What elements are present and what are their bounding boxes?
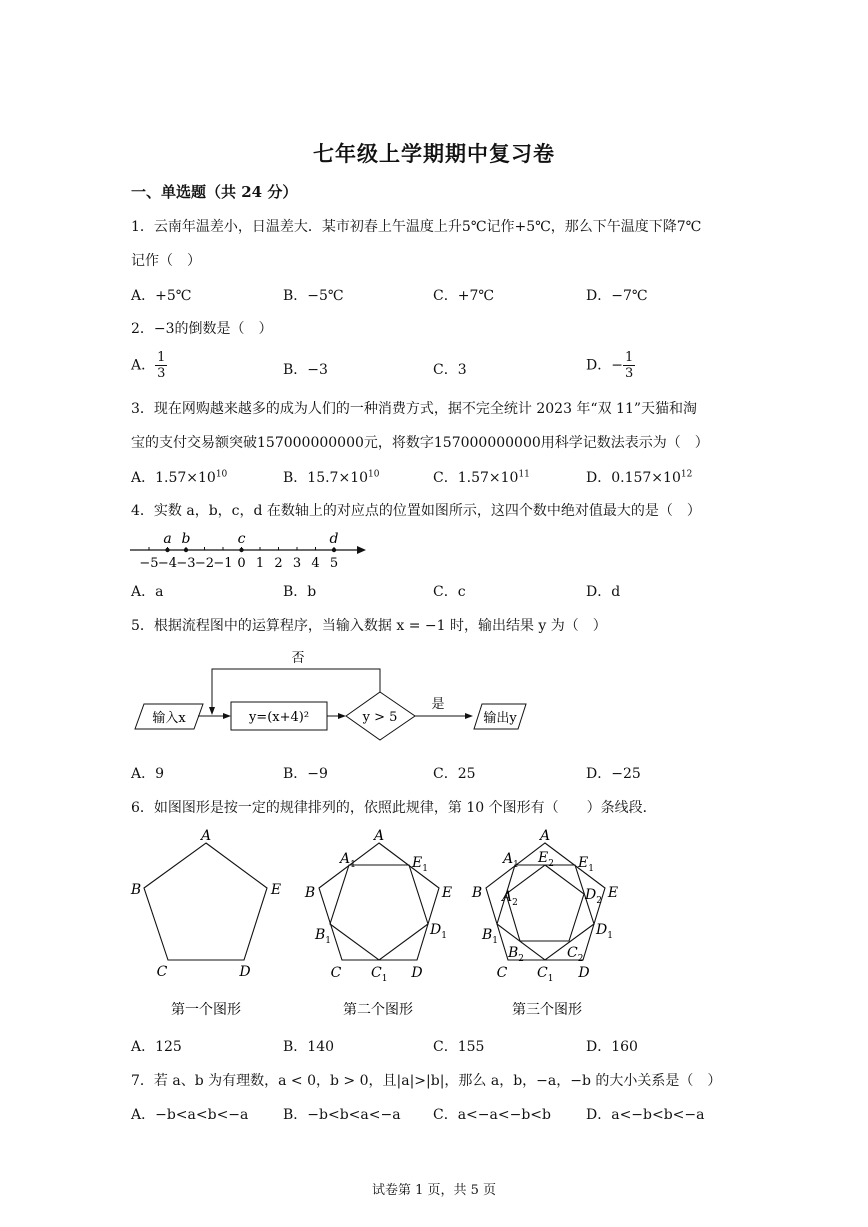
fraction-numerator: 1: [157, 350, 166, 365]
question-2-option-c: C．3: [433, 362, 467, 378]
vertex-label-e2: $E_2$: [538, 850, 554, 869]
question-5-option-c: C．25: [433, 766, 476, 782]
flow-output-label: 输出y: [483, 711, 517, 726]
option-mantissa: C．1.57×10: [433, 470, 519, 486]
flow-yes-label: 是: [431, 697, 445, 712]
pentagon-1-outer: [144, 843, 267, 960]
question-4-text: 4．实数 a，b，c，d 在数轴上的对应点的位置如图所示，这四个数中绝对值最大的是（ ）: [131, 503, 701, 519]
option-exponent: 12: [680, 469, 693, 480]
vertex-label-c1: $C_1$: [371, 965, 388, 984]
number-line-point-label-c: c: [237, 531, 246, 547]
vertex-label-b2: $B_2$: [508, 945, 525, 964]
option-mantissa: A．1.57×10: [131, 470, 216, 486]
question-3-line-1: 3．现在网购越来越多的成为人们的一种消费方式，据不完全统计 2023 年“双 11”天猫和淘: [131, 401, 698, 417]
number-line-point-label-a: a: [163, 531, 172, 547]
question-1-option-c: C．+7℃: [433, 288, 495, 304]
question-1-option-a: A．+5℃: [131, 288, 192, 304]
vertex-label-e1: $E_1$: [412, 855, 428, 874]
vertex-label-b1: $B_1$: [315, 927, 332, 946]
flow-no-label: 否: [291, 651, 305, 666]
question-2-option-d: [586, 350, 635, 381]
question-3-option-c: [433, 467, 530, 487]
question-6-option-a: A．125: [131, 1039, 182, 1055]
question-6-text: 6．如图图形是按一定的规律排列的，依照此规律，第 10 个图形有（ ）条线段．: [131, 800, 657, 816]
question-2-text: 2．−3的倒数是（ ）: [131, 321, 273, 337]
vertex-label-b: B: [130, 882, 142, 898]
number-line-tick-label: −2: [194, 556, 215, 571]
vertex-label-d: D: [578, 965, 590, 981]
number-line-tick-label: 4: [311, 556, 320, 571]
number-line-tick-label: −1: [213, 556, 233, 571]
vertex-label-b: B: [304, 885, 316, 901]
question-7-option-d: D．a<−b<b<−a: [586, 1107, 705, 1123]
number-line-figure: [126, 524, 371, 572]
vertex-label-c: C: [156, 964, 168, 980]
number-line-point-label-d: d: [329, 531, 339, 547]
number-line-point-b: [184, 548, 188, 552]
question-1-option-b: B．−5℃: [283, 288, 344, 304]
question-1-line-2: 记作（ ）: [131, 253, 201, 269]
vertex-label-b: B: [471, 885, 483, 901]
vertex-label-e: E: [607, 885, 619, 901]
vertex-label-d1: $D_1$: [596, 922, 613, 941]
vertex-label-c: C: [496, 965, 508, 981]
vertex-label-e: E: [270, 882, 282, 898]
figure-caption-2: 第二个图形: [343, 1002, 413, 1018]
question-3-option-d: [586, 467, 692, 487]
vertex-label-c2: $C_2$: [567, 945, 584, 964]
question-6-option-d: D．160: [586, 1039, 638, 1055]
flowchart-figure: [126, 645, 546, 745]
number-line-point-a: [165, 548, 169, 552]
flow-decision-label: y > 5: [362, 710, 398, 725]
question-7-option-c: C．a<−a<−b<b: [433, 1107, 551, 1123]
question-6-option-c: C．155: [433, 1039, 485, 1055]
question-1-option-d: D．−7℃: [586, 288, 648, 304]
vertex-label-d: D: [411, 965, 423, 981]
vertex-label-e: E: [441, 885, 453, 901]
number-line-tick-label: 2: [274, 556, 283, 571]
number-line-tick-label: −5: [139, 556, 159, 571]
section-heading: 一、单选题（共 24 分）: [131, 183, 298, 201]
question-5-text: 5．根据流程图中的运算程序，当输入数据 x = −1 时，输出结果 y 为（ ）: [131, 618, 607, 634]
question-7-option-a: A．−b<a<b<−a: [131, 1107, 249, 1123]
vertex-label-b1: $B_1$: [482, 927, 499, 946]
option-exponent: 10: [368, 469, 380, 480]
figure-caption-1: 第一个图形: [171, 1002, 241, 1018]
number-line-tick-label: 0: [237, 556, 246, 571]
number-line-point-d: [332, 548, 336, 552]
fraction-one-third-negative: [623, 350, 635, 381]
pentagon-figures: [126, 826, 646, 1026]
question-2-option-a: [131, 350, 167, 381]
figure-caption-3: 第三个图形: [512, 1002, 582, 1018]
number-line-point-c: [239, 548, 243, 552]
question-4-option-a: A．a: [131, 584, 164, 600]
vertex-label-a: A: [539, 828, 551, 844]
flow-input-label: 输入x: [152, 711, 186, 726]
vertex-label-a: A: [200, 828, 212, 844]
question-5-option-b: B．−9: [283, 766, 328, 782]
vertex-label-c: C: [330, 965, 342, 981]
question-7-option-b: B．−b<b<a<−a: [283, 1107, 401, 1123]
question-3-option-b: [283, 467, 379, 487]
question-5-option-a: A．9: [131, 766, 165, 782]
question-3-line-2: 宝的支付交易额突破157000000000元，将数字157000000000用科学记数法表示为（ ）: [131, 435, 709, 451]
option-d-label: D．−: [586, 357, 623, 374]
option-exponent: 11: [518, 469, 530, 480]
flow-process-label: y=(x+4)²: [248, 710, 310, 725]
arrow-head-icon: [357, 546, 366, 554]
question-3-option-a: [131, 467, 227, 487]
page-title: 七年级上学期期中复习卷: [313, 141, 555, 166]
number-line-tick-label: 3: [292, 556, 302, 571]
number-line-tick-label: 5: [329, 556, 339, 571]
option-a-label: A．: [131, 357, 156, 374]
question-4-option-b: B．b: [283, 584, 317, 600]
question-1-line-1: 1．云南年温差小，日温差大．某市初春上午温度上升5℃记作+5℃，那么下午温度下降7℃: [131, 219, 702, 235]
arrow-head-icon: [223, 713, 231, 719]
vertex-label-a1: $A_1$: [503, 851, 519, 870]
question-2-option-b: B．−3: [283, 362, 328, 378]
question-4-option-c: C．c: [433, 584, 466, 600]
number-line-point-label-b: b: [181, 531, 191, 547]
question-6-option-b: B．140: [283, 1039, 335, 1055]
fraction-denominator: 3: [157, 366, 166, 381]
number-line-tick-label: −4: [157, 556, 178, 571]
vertex-label-d2: $D_2$: [585, 887, 602, 906]
vertex-label-d1: $D_1$: [430, 922, 447, 941]
option-mantissa: B．15.7×10: [283, 470, 369, 486]
question-4-option-d: D．d: [586, 584, 621, 600]
question-5-option-d: D．−25: [586, 766, 641, 782]
question-7-text: 7．若 a、b 为有理数，a < 0，b > 0，且|a|>|b|，那么 a，b，−a，−b 的大小关系是（ ）: [131, 1073, 722, 1089]
vertex-label-d: D: [239, 964, 251, 980]
page-footer: 试卷第 1 页，共 5 页: [371, 1183, 497, 1198]
fraction-one-third: [155, 350, 167, 381]
vertex-label-a2: $A_2$: [502, 889, 518, 908]
option-mantissa: D．0.157×10: [586, 470, 681, 486]
number-line-tick-label: −3: [176, 556, 196, 571]
vertex-label-a: A: [373, 828, 385, 844]
option-exponent: 10: [215, 469, 228, 480]
fraction-numerator: 1: [624, 350, 634, 365]
pentagon-2-inner: [330, 865, 428, 960]
number-line-tick-label: 1: [255, 556, 265, 571]
fraction-denominator: 3: [624, 366, 634, 381]
vertex-label-a1: $A_1$: [340, 851, 356, 870]
vertex-label-c1: $C_1$: [537, 965, 554, 984]
arrow-head-icon: [465, 713, 473, 719]
vertex-label-e1: $E_1$: [578, 855, 594, 874]
arrow-head-icon: [338, 713, 346, 719]
arrow-head-icon: [209, 707, 215, 715]
